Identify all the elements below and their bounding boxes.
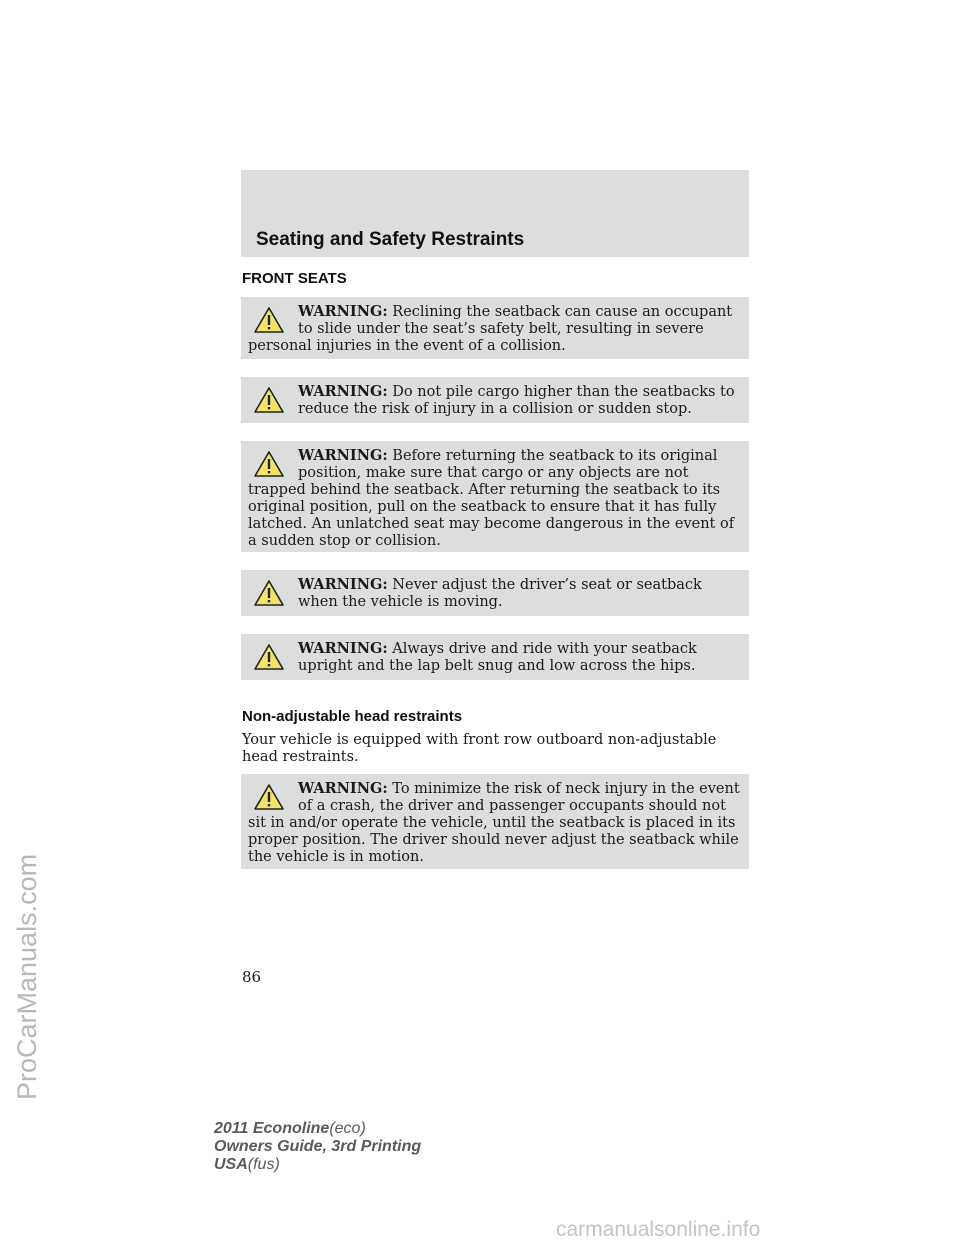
warning-label: WARNING: bbox=[298, 447, 388, 464]
bottom-watermark: carmanualsonline.info bbox=[556, 1218, 761, 1241]
warning-triangle-icon bbox=[254, 387, 284, 413]
warning-label: WARNING: bbox=[298, 303, 388, 320]
warning-box bbox=[241, 570, 749, 616]
document-footer bbox=[214, 1120, 421, 1174]
warning-box bbox=[241, 377, 749, 423]
warning-triangle-icon bbox=[254, 580, 284, 606]
warning-text: To minimize the risk of neck injury in the event of a crash, the driver and passenger occupants should not sit in and/or operate the vehicle, until the seatback is placed in its proper position. The driver should never adjust the seatback while the vehicle is in motion. bbox=[248, 781, 740, 865]
footer-market: USA bbox=[214, 1156, 248, 1173]
warning-text: Reclining the seatback can cause an occupant to slide under the seat’s safety belt, resulting in severe personal injuries in the event of a collision. bbox=[248, 304, 733, 354]
footer-model: 2011 Econoline bbox=[214, 1120, 330, 1137]
footer-guide: Owners Guide, 3rd Printing bbox=[214, 1138, 422, 1155]
warning-text: Never adjust the driver’s seat or seatback when the vehicle is moving. bbox=[298, 577, 702, 610]
warning-box bbox=[241, 297, 749, 359]
warning-triangle-icon bbox=[254, 451, 284, 477]
side-watermark: ProCarManuals.com bbox=[12, 853, 42, 1100]
warning-text: Always drive and ride with your seatback upright and the lap belt snug and low across the hips. bbox=[298, 641, 697, 674]
footer-market-code: (fus) bbox=[247, 1156, 280, 1173]
warning-triangle-icon bbox=[254, 784, 284, 810]
section-heading-front-seats: FRONT SEATS bbox=[242, 270, 347, 287]
warning-box bbox=[241, 441, 749, 552]
chapter-title: Seating and Safety Restraints bbox=[256, 229, 525, 250]
warning-box bbox=[241, 774, 749, 869]
warning-label: WARNING: bbox=[298, 640, 388, 657]
warning-label: WARNING: bbox=[298, 383, 388, 400]
chapter-header-band bbox=[241, 170, 749, 257]
warning-text: Before returning the seatback to its original position, make sure that cargo or any objects are not trapped behind the seatback. After returning the seatback to its original position, pull on the seatback to ensure that it has fully latched. An unlatched seat may become dangerous in the event of a sudden stop or collision. bbox=[248, 448, 735, 549]
subsection-heading: Non-adjustable head restraints bbox=[242, 708, 463, 725]
warning-text: Do not pile cargo higher than the seatbacks to reduce the risk of injury in a collision or sudden stop. bbox=[298, 384, 735, 417]
page-number: 86 bbox=[242, 968, 262, 986]
warning-box bbox=[241, 634, 749, 680]
warning-triangle-icon bbox=[254, 644, 284, 670]
warning-triangle-icon bbox=[254, 307, 284, 333]
warning-label: WARNING: bbox=[298, 780, 388, 797]
warning-label: WARNING: bbox=[298, 576, 388, 593]
body-paragraph: Your vehicle is equipped with front row outboard non-adjustable head restraints. bbox=[242, 732, 717, 765]
footer-model-code: (eco) bbox=[329, 1120, 366, 1137]
